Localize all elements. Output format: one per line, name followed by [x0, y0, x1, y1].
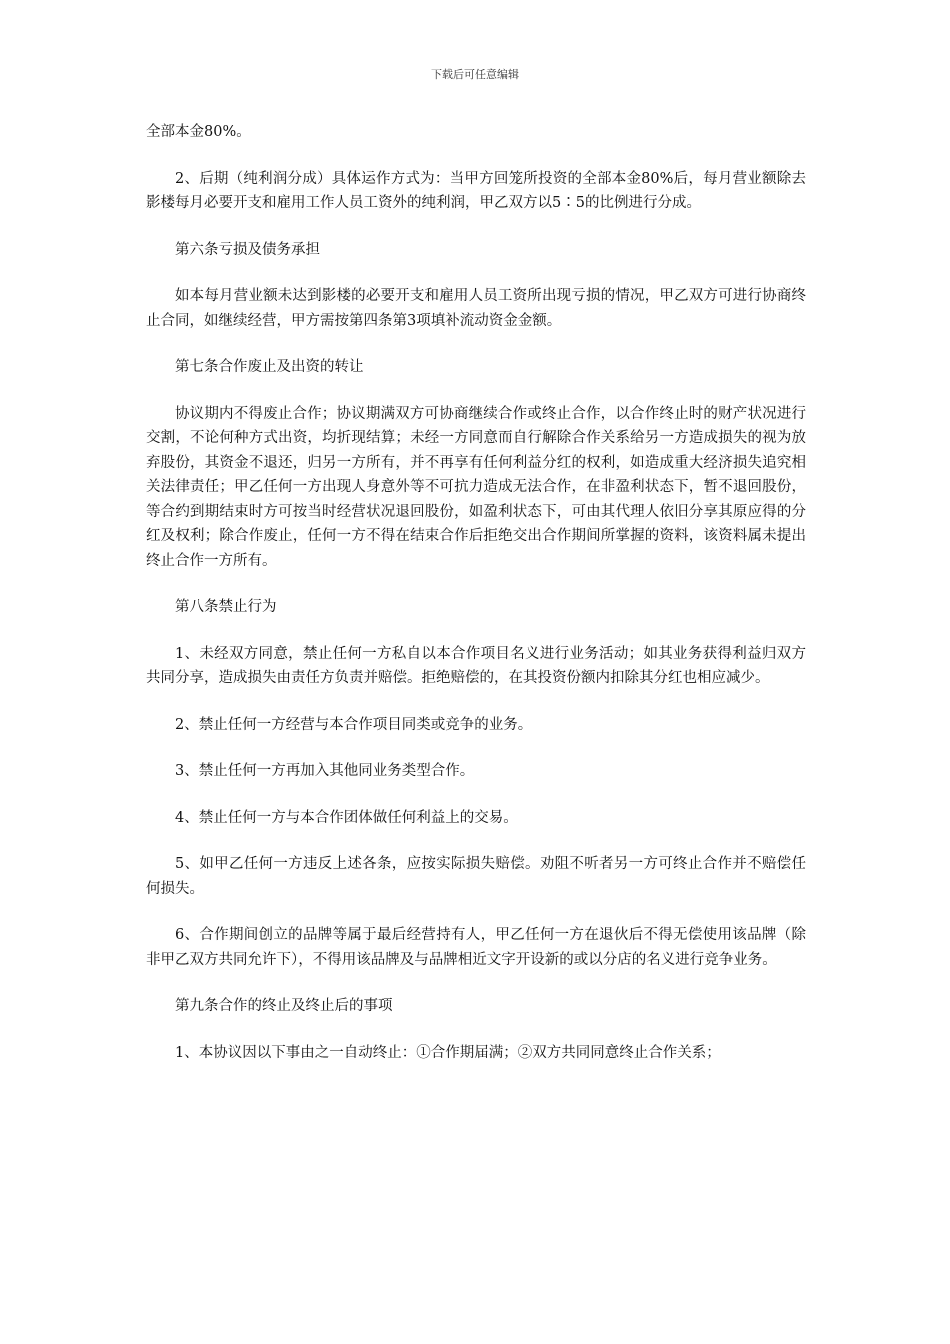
section-heading-article-7: 第七条合作废止及出资的转让	[175, 359, 364, 375]
paragraph-prohibition-4: 4、禁止任何一方与本合作团体做任何利益上的交易。	[175, 809, 518, 826]
document-body	[146, 120, 806, 1087]
section-heading-article-8: 第八条禁止行为	[175, 599, 277, 615]
paragraph-termination-transfer: 协议期内不得废止合作；协议期满双方可协商继续合作或终止合作，以合作终止时的财产状况进行交割，不论何种方式出资，均折现结算；未经一方同意而自行解除合作关系给另一方造成损失的视为放弃股份，其资金不退还，归另一方所有，并不再享有任何利益分红的权利，如造成重大经济损失追究相关法律责任；甲乙任何一方出现人身意外等不可抗力造成无法合作，在非盈利状态下，暂不退回股份，等合约到期结束时方可按当时经营状况退回股份，如盈利状态下，可由其代理人依旧分享其原应得的分红及权利；除合作废止，任何一方不得在结束合作后拒绝交出合作期间所掌握的资料，该资料属未提出终止合作一方所有。	[146, 405, 806, 569]
paragraph-profit-share: 2、后期（纯利润分成）具体运作方式为：当甲方回笼所投资的全部本金80%后，每月营业额除去影楼每月必要开支和雇用工作人员工资外的纯利润，甲乙双方以5∶5的比例进行分成。	[146, 170, 806, 211]
paragraph-principal-end: 全部本金80%。	[146, 124, 251, 140]
paragraph-prohibition-2: 2、禁止任何一方经营与本合作项目同类或竞争的业务。	[175, 716, 533, 733]
paragraph-prohibition-3: 3、禁止任何一方再加入其他同业务类型合作。	[175, 763, 475, 779]
paragraph-prohibition-5: 5、如甲乙任何一方违反上述各条，应按实际损失赔偿。劝阻不听者另一方可终止合作并不赔偿任何损失。	[146, 856, 806, 897]
section-heading-article-6: 第六条亏损及债务承担	[175, 241, 320, 258]
paragraph-prohibition-1: 1、未经双方同意，禁止任何一方私自以本合作项目名义进行业务活动；如其业务获得利益归双方共同分享，造成损失由责任方负责并赔偿。拒绝赔偿的，在其投资份额内扣除其分红也相应减少。	[146, 645, 806, 686]
paragraph-prohibition-6: 6、合作期间创立的品牌等属于最后经营持有人，甲乙任何一方在退伙后不得无偿使用该品牌（除非甲乙双方共同允许下），不得用该品牌及与品牌相近文字开设新的或以分店的名义进行竞争业务。	[146, 927, 806, 968]
section-heading-article-9: 第九条合作的终止及终止后的事项	[175, 998, 393, 1014]
document-header-note: 下载后可任意编辑	[431, 68, 519, 81]
paragraph-loss-handling: 如本每月营业额未达到影楼的必要开支和雇用人员工资所出现亏损的情况，甲乙双方可进行协商终止合同，如继续经营，甲方需按第四条第3项填补流动资金金额。	[146, 288, 806, 329]
paragraph-termination-causes: 1、本协议因以下事由之一自动终止：①合作期届满；②双方共同同意终止合作关系；	[175, 1044, 721, 1061]
